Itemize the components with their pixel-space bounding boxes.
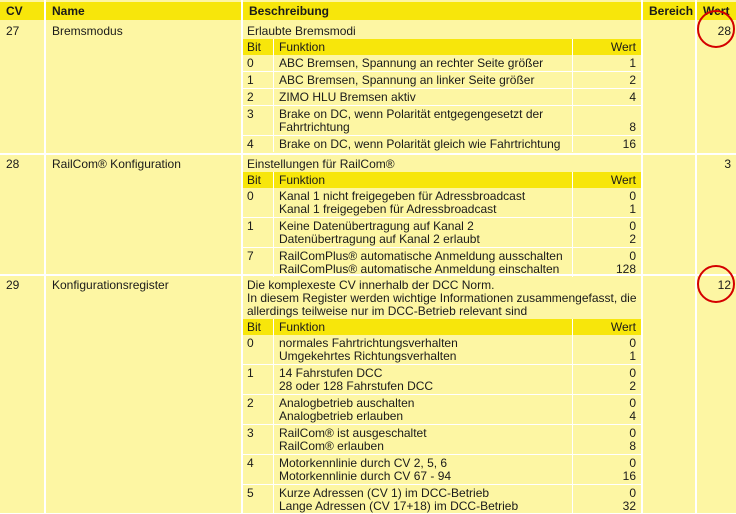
bit-function: Brake on DC, wenn Polarität entgegengesetzt der xyxy=(279,107,544,121)
funktion-header: Funktion xyxy=(279,40,326,54)
bit-value: 8 xyxy=(629,120,636,134)
bit-function: ABC Bremsen, Spannung an rechter Seite größer xyxy=(279,56,544,70)
bit-function: RailComPlus® automatische Anmeldung ausschalten xyxy=(279,249,563,263)
cv-number: 29 xyxy=(6,278,20,292)
header-cv: CV xyxy=(0,2,44,20)
header-name: Name xyxy=(46,2,241,20)
bit-function: Kanal 1 freigegeben für Adressbroadcast xyxy=(279,202,497,216)
bit-row-divider xyxy=(243,424,641,425)
bit-function: Keine Datenübertragung auf Kanal 2 xyxy=(279,219,474,233)
bit-function: ZIMO HLU Bremsen aktiv xyxy=(279,90,416,104)
bit-row-divider xyxy=(243,364,641,365)
bit-function: Kurze Adressen (CV 1) im DCC-Betrieb xyxy=(279,486,490,500)
bit-value: 1 xyxy=(629,56,636,70)
cv-number: 28 xyxy=(6,157,20,171)
wert-column-divider xyxy=(572,39,573,152)
bit-value: 0 xyxy=(629,456,636,470)
cv-name: Bremsmodus xyxy=(52,24,123,38)
bit-value: 0 xyxy=(629,396,636,410)
cv-value: 28 xyxy=(717,24,731,38)
bit-row-divider xyxy=(243,247,641,248)
bit-value: 0 xyxy=(629,426,636,440)
bit-number: 5 xyxy=(247,486,254,500)
cv-description: allerdings teilweise nur im DCC-Betrieb relevant sind xyxy=(247,304,528,318)
cv-number: 27 xyxy=(6,24,20,38)
row-divider xyxy=(0,153,736,155)
wert-header: Wert xyxy=(610,173,636,187)
bit-function: Motorkennlinie durch CV 67 - 94 xyxy=(279,469,452,483)
bit-row-divider xyxy=(243,105,641,106)
funktion-header: Funktion xyxy=(279,320,326,334)
bit-row-divider xyxy=(243,484,641,485)
bit-number: 2 xyxy=(247,90,254,104)
bit-value: 8 xyxy=(629,439,636,453)
bit-header: Bit xyxy=(247,40,262,54)
bit-value: 1 xyxy=(629,349,636,363)
bit-function: RailCom® ist ausgeschaltet xyxy=(279,426,427,440)
bit-number: 3 xyxy=(247,107,254,121)
bit-function: ABC Bremsen, Spannung an linker Seite größer xyxy=(279,73,535,87)
bit-number: 7 xyxy=(247,249,254,263)
cv-description: Einstellungen für RailCom® xyxy=(247,157,395,171)
bit-number: 0 xyxy=(247,189,254,203)
cv-description: Erlaubte Bremsmodi xyxy=(247,24,356,38)
bit-value: 0 xyxy=(629,366,636,380)
bit-value: 2 xyxy=(629,232,636,246)
highlight-circle xyxy=(697,265,735,303)
bit-function: Lange Adressen (CV 17+18) im DCC-Betrieb xyxy=(279,499,519,513)
bit-value: 0 xyxy=(629,219,636,233)
bit-row-divider xyxy=(243,394,641,395)
highlight-circle xyxy=(697,10,735,48)
bit-function: Analogbetrieb auschalten xyxy=(279,396,415,410)
bit-number: 3 xyxy=(247,426,254,440)
bit-row-divider xyxy=(243,135,641,136)
bit-value: 4 xyxy=(629,90,636,104)
bit-number: 2 xyxy=(247,396,254,410)
bit-number: 4 xyxy=(247,456,254,470)
bit-function: Brake on DC, wenn Polarität gleich wie Fahrtrichtung xyxy=(279,137,561,151)
cv-value: 3 xyxy=(724,157,731,171)
cv-name: Konfigurationsregister xyxy=(52,278,169,292)
bit-row-divider xyxy=(243,88,641,89)
bit-row-divider xyxy=(243,71,641,72)
bit-number: 1 xyxy=(247,366,254,380)
bit-function: Analogbetrieb erlauben xyxy=(279,409,404,423)
header-bereich: Bereich xyxy=(643,2,695,20)
bit-column-divider xyxy=(273,39,274,152)
cv-description: In diesem Register werden wichtige Informationen zusammengefasst, die xyxy=(247,291,637,305)
bit-value: 0 xyxy=(629,189,636,203)
bit-function: RailCom® erlauben xyxy=(279,439,384,453)
wert-header: Wert xyxy=(610,320,636,334)
bit-number: 4 xyxy=(247,137,254,151)
bit-number: 1 xyxy=(247,73,254,87)
bit-function: Datenübertragung auf Kanal 2 erlaubt xyxy=(279,232,480,246)
bit-value: 4 xyxy=(629,409,636,423)
bit-value: 2 xyxy=(629,73,636,87)
bit-value: 1 xyxy=(629,202,636,216)
bit-number: 0 xyxy=(247,56,254,70)
column-divider xyxy=(641,0,643,513)
column-divider xyxy=(695,0,697,513)
bit-value: 2 xyxy=(629,379,636,393)
bit-value: 0 xyxy=(629,336,636,350)
bit-column-divider xyxy=(273,319,274,514)
bit-value: 16 xyxy=(622,469,636,483)
bit-value: 32 xyxy=(622,499,636,513)
wert-column-divider xyxy=(572,319,573,514)
bit-function: Fahrtrichtung xyxy=(279,120,350,134)
cv-description: Die komplexeste CV innerhalb der DCC Norm. xyxy=(247,278,495,292)
bit-function: 14 Fahrstufen DCC xyxy=(279,366,383,380)
bit-value: 128 xyxy=(615,262,636,276)
bit-row-divider xyxy=(243,454,641,455)
bit-function: Kanal 1 nicht freigegeben für Adressbroadcast xyxy=(279,189,526,203)
bit-row-divider xyxy=(243,217,641,218)
bit-number: 0 xyxy=(247,336,254,350)
header-beschreibung: Beschreibung xyxy=(243,2,641,20)
bit-value: 16 xyxy=(622,137,636,151)
bit-column-divider xyxy=(273,172,274,277)
cv-value: 12 xyxy=(717,278,731,292)
bit-function: 28 oder 128 Fahrstufen DCC xyxy=(279,379,434,393)
bit-header: Bit xyxy=(247,320,262,334)
bit-number: 1 xyxy=(247,219,254,233)
header-wert: Wert xyxy=(697,2,736,20)
wert-header: Wert xyxy=(610,40,636,54)
bit-header: Bit xyxy=(247,173,262,187)
funktion-header: Funktion xyxy=(279,173,326,187)
bit-value: 0 xyxy=(629,486,636,500)
bit-function: Motorkennlinie durch CV 2, 5, 6 xyxy=(279,456,448,470)
bit-function: normales Fahrtrichtungsverhalten xyxy=(279,336,458,350)
cv-name: RailCom® Konfiguration xyxy=(52,157,181,171)
bit-function: Umgekehrtes Richtungsverhalten xyxy=(279,349,457,363)
wert-column-divider xyxy=(572,172,573,277)
column-divider xyxy=(241,0,243,513)
column-divider xyxy=(44,0,46,513)
bit-value: 0 xyxy=(629,249,636,263)
bit-function: RailComPlus® automatische Anmeldung einschalten xyxy=(279,262,560,276)
